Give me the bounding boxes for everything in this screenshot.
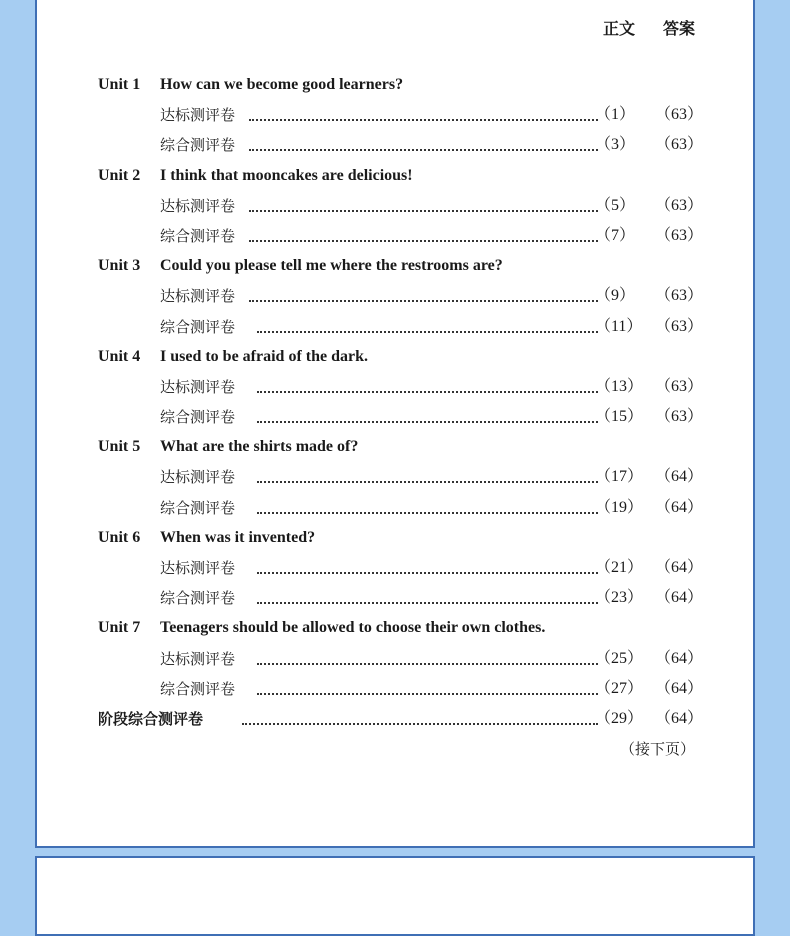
page-number: （11）	[595, 317, 643, 335]
toc-entry-row[interactable]	[37, 191, 753, 221]
answer-page-number: （64）	[655, 589, 704, 607]
page-number: （5）	[595, 196, 636, 214]
unit-heading-row	[37, 342, 753, 372]
dot-leader	[257, 602, 598, 604]
unit-heading-row	[37, 523, 753, 553]
toc-entry-row[interactable]	[37, 130, 753, 160]
answer-page-number: （63）	[655, 106, 704, 124]
entry-label: 综合测评卷	[160, 589, 236, 608]
answer-page-number: （64）	[655, 559, 704, 576]
toc-entry-row[interactable]	[37, 402, 753, 432]
dot-leader	[242, 723, 598, 725]
toc-entry-row[interactable]	[37, 100, 753, 130]
page-number: （7）	[595, 226, 636, 244]
main-text-header: 正文	[602, 19, 635, 38]
toc-entry-row[interactable]	[37, 312, 753, 342]
toc-entry-row[interactable]	[37, 281, 753, 311]
answer-page-number: （64）	[655, 649, 704, 667]
answer-page-number: （63）	[655, 136, 704, 154]
unit-label: Unit 3	[98, 257, 141, 275]
next-page-edge	[35, 856, 755, 936]
entry-label: 达标测评卷	[160, 287, 236, 306]
stage-test-row[interactable]	[37, 704, 753, 734]
dot-leader	[257, 663, 598, 665]
entry-label: 达标测评卷	[160, 196, 236, 215]
answer-page-number: （63）	[655, 317, 704, 335]
page-number: （17）	[595, 468, 644, 486]
dot-leader	[249, 210, 598, 212]
toc-entry-row[interactable]	[37, 221, 753, 251]
unit-label: Unit 6	[98, 528, 141, 546]
unit-heading-row	[37, 613, 753, 643]
dot-leader	[257, 693, 598, 695]
entry-label: 综合测评卷	[160, 226, 236, 245]
page-number: （15）	[595, 408, 644, 426]
page-number: （13）	[595, 377, 644, 395]
unit-title: I think that mooncakes are delicious!	[160, 166, 413, 184]
entry-label: 达标测评卷	[160, 559, 236, 577]
page-number: （23）	[595, 589, 644, 607]
toc-entry-row[interactable]	[37, 372, 753, 402]
page-number: （9）	[595, 287, 636, 305]
toc-entry-row[interactable]	[37, 553, 753, 583]
page-number: （25）	[595, 649, 644, 667]
unit-heading-row	[37, 251, 753, 281]
continued-note: （接下页）	[619, 740, 695, 759]
dot-leader	[257, 421, 598, 423]
unit-label: Unit 5	[98, 438, 141, 456]
dot-leader	[257, 391, 598, 393]
page-number: （19）	[595, 498, 644, 516]
dot-leader	[257, 512, 598, 514]
table-of-contents	[37, 70, 753, 734]
answer-page-number: （64）	[655, 709, 704, 727]
unit-title: What are the shirts made of?	[160, 438, 359, 456]
page-number: （3）	[595, 136, 636, 154]
dot-leader	[257, 481, 598, 483]
unit-title: When was it invented?	[160, 528, 316, 546]
toc-entry-row[interactable]	[37, 674, 753, 704]
answer-page-number: （63）	[655, 408, 704, 426]
page-number: （21）	[595, 559, 644, 576]
toc-entry-row[interactable]	[37, 462, 753, 492]
unit-title: How can we become good learners?	[160, 76, 404, 93]
entry-label: 综合测评卷	[160, 408, 236, 427]
answer-page-number: （63）	[655, 196, 704, 214]
answer-page-number: （63）	[655, 377, 704, 395]
entry-label: 综合测评卷	[160, 498, 236, 517]
page-number: （27）	[595, 679, 644, 697]
entry-label: 达标测评卷	[160, 377, 236, 396]
dot-leader	[249, 119, 598, 121]
entry-label: 综合测评卷	[160, 136, 236, 155]
dot-leader	[249, 300, 598, 302]
toc-entry-row[interactable]	[37, 583, 753, 613]
entry-label: 达标测评卷	[160, 468, 236, 487]
entry-label: 综合测评卷	[160, 317, 236, 336]
answer-page-number: （64）	[655, 679, 704, 697]
dot-leader	[257, 572, 598, 574]
answer-page-number: （63）	[655, 287, 704, 305]
toc-page	[35, 0, 755, 848]
unit-label: Unit 2	[98, 166, 141, 184]
dot-leader	[249, 149, 598, 151]
unit-title: Could you please tell me where the restrooms are?	[160, 257, 503, 275]
entry-label: 综合测评卷	[160, 679, 236, 698]
toc-entry-row[interactable]	[37, 644, 753, 674]
page-number: （1）	[595, 106, 636, 124]
unit-title: I used to be afraid of the dark.	[160, 347, 369, 365]
toc-entry-row[interactable]	[37, 493, 753, 523]
unit-label: Unit 4	[98, 347, 141, 365]
unit-title: Teenagers should be allowed to choose their own clothes.	[160, 619, 546, 637]
dot-leader	[257, 331, 598, 333]
entry-label: 达标测评卷	[160, 649, 236, 668]
unit-label: Unit 7	[98, 619, 141, 637]
unit-heading-row	[37, 70, 753, 100]
answer-page-number: （63）	[655, 226, 704, 244]
answer-page-number: （64）	[655, 468, 704, 486]
stage-label: 阶段综合测评卷	[98, 709, 204, 728]
answer-page-number: （64）	[655, 498, 704, 516]
dot-leader	[249, 240, 598, 242]
unit-heading-row	[37, 161, 753, 191]
column-headers	[603, 16, 695, 39]
unit-heading-row	[37, 432, 753, 462]
unit-label: Unit 1	[98, 76, 141, 93]
answer-header: 答案	[662, 19, 695, 38]
page-number: （29）	[595, 709, 644, 727]
entry-label: 达标测评卷	[160, 106, 236, 125]
